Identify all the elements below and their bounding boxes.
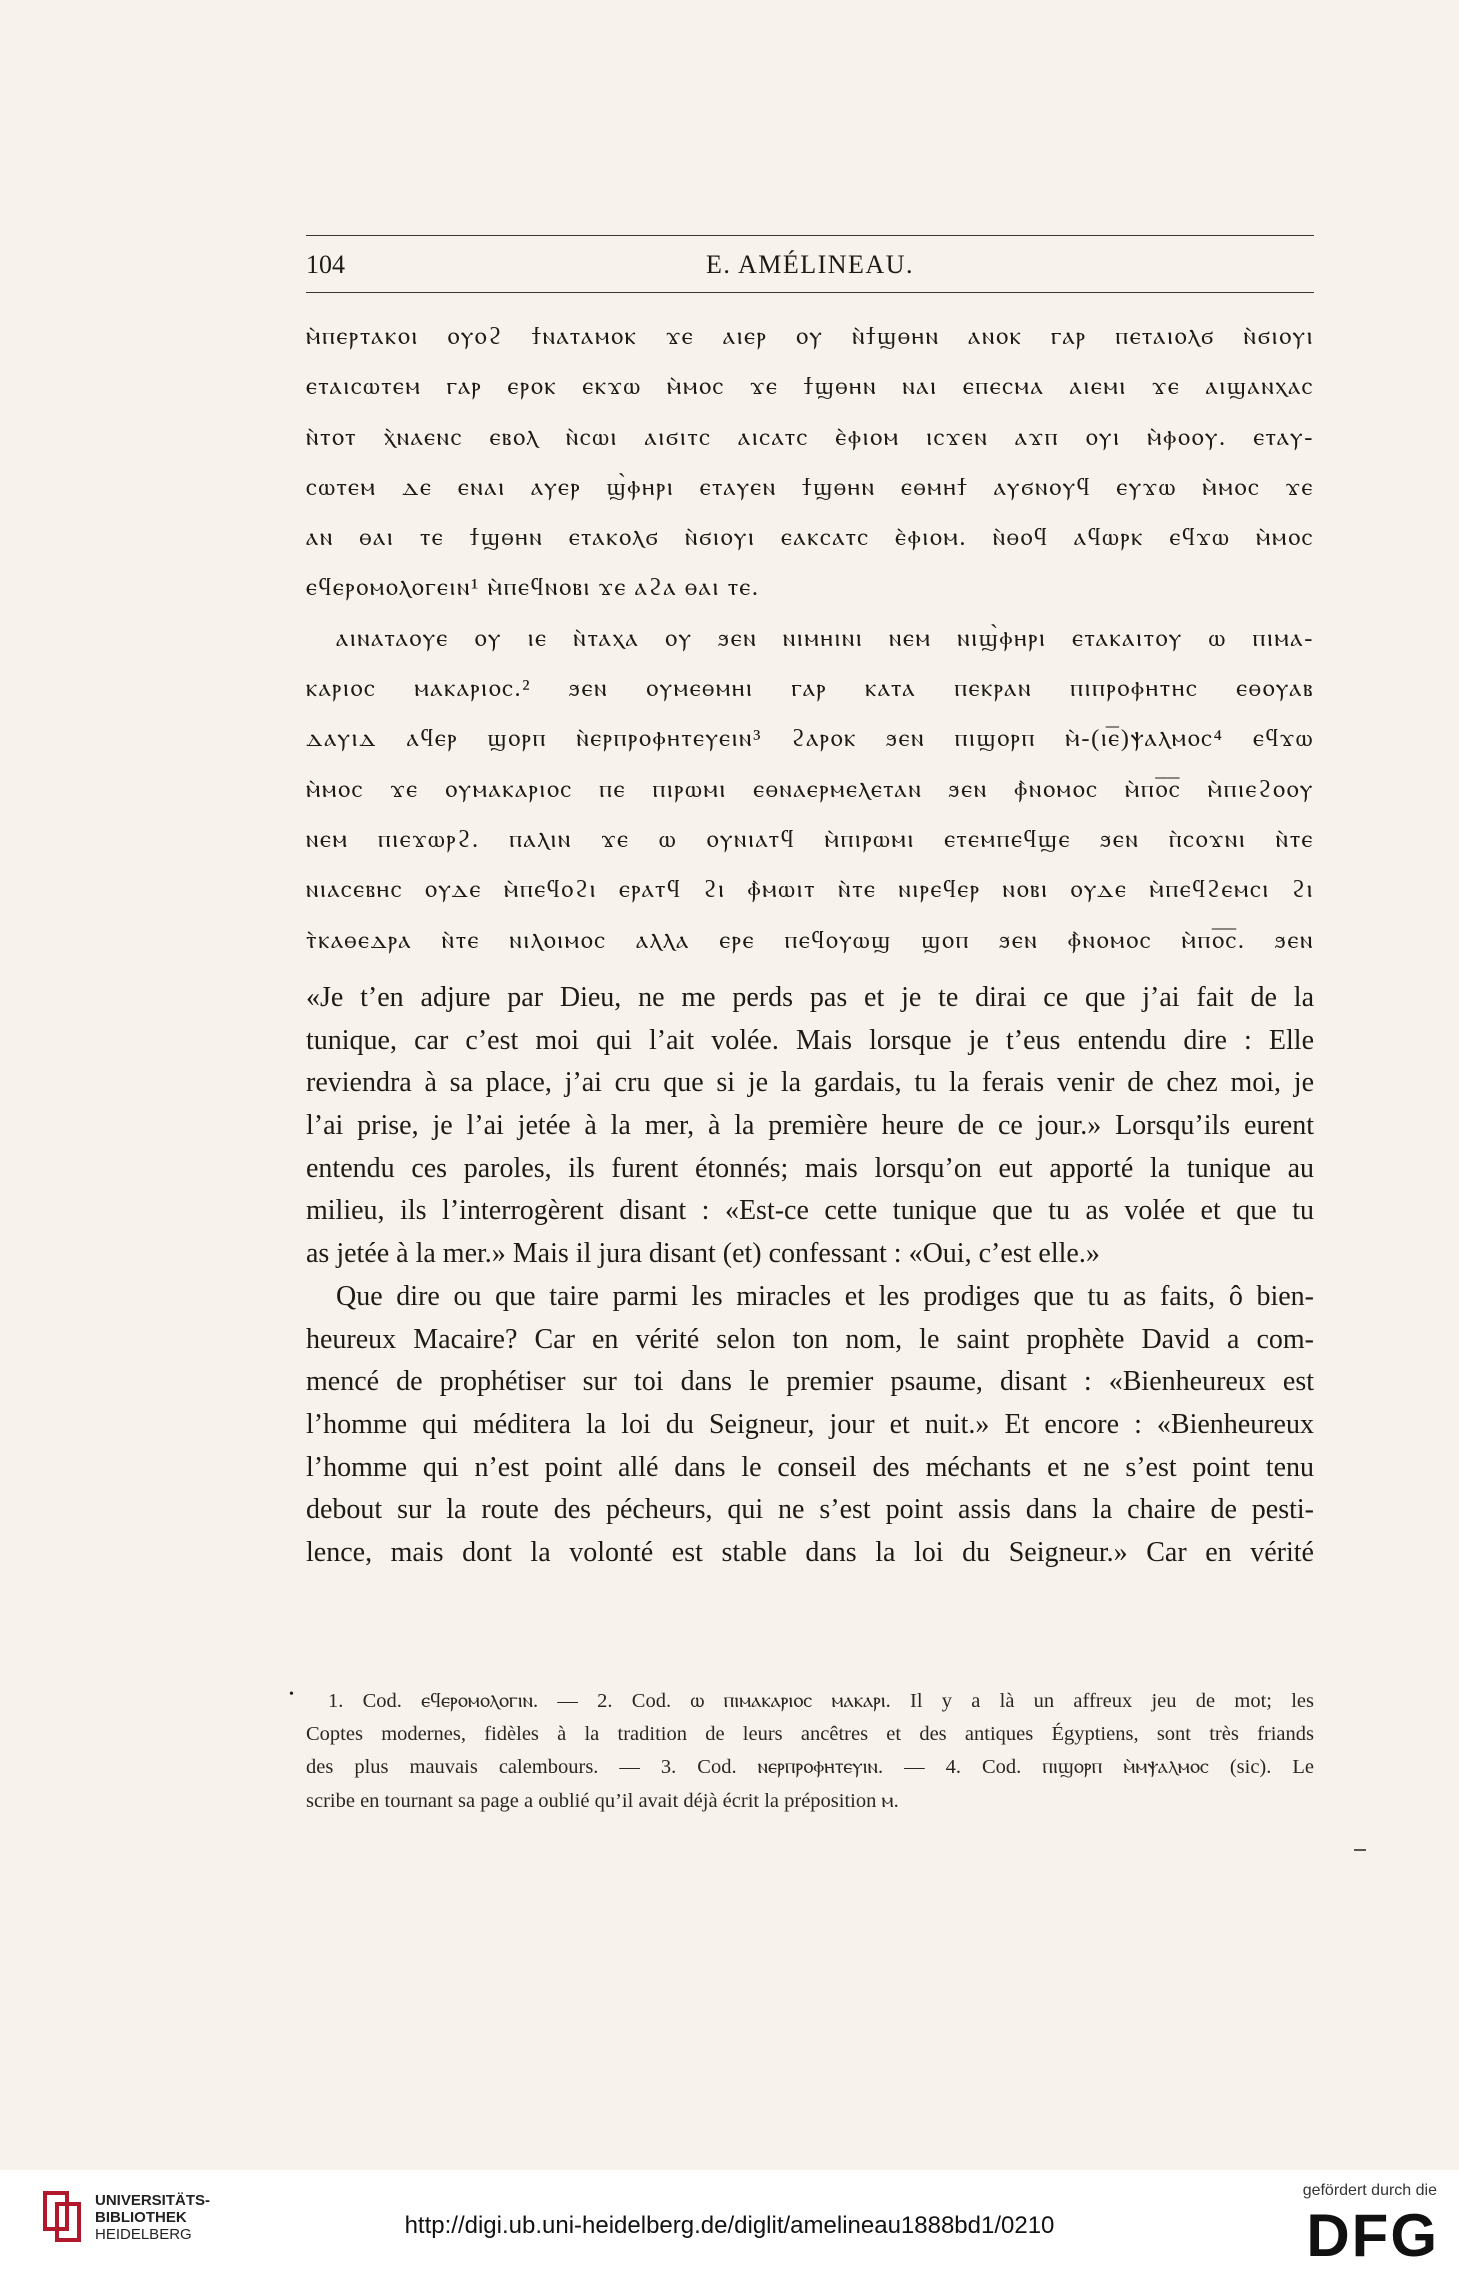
coptic-line: ⲇⲁⲩⲓⲇ ⲁϥⲉⲣ ϣⲟⲣⲡ ⲛ̀ⲉⲣⲡⲣⲟⲫⲏⲧⲉⲩⲉⲓⲛ³ ϩⲁⲣⲟⲕ ϧⲉⲛ ⲡⲓϣⲟⲣⲡ ⲙ̀-(ⲓⲉ̅)ⲯⲁⲗⲙⲟⲥ⁴ ⲉϥϫⲱ [306, 725, 1314, 753]
digitization-url-link[interactable]: http://digi.ub.uni-heidelberg.de/diglit/amelineau1888bd1/0210 [404, 2212, 1055, 2239]
french-line: mencé de prophétiser sur toi dans le premier psaume, disant : «Bienheureux est [306, 1366, 1314, 1398]
dfg-logo: DFG [1306, 2202, 1439, 2269]
coptic-line: ⲕⲁⲣⲓⲟⲥ ⲙⲁⲕⲁⲣⲓⲟⲥ.² ϧⲉⲛ ⲟⲩⲙⲉⲑⲙⲏⲓ ⲅⲁⲣ ⲕⲁⲧⲁ ⲡⲉⲕⲣⲁⲛ ⲡⲓⲡⲣⲟⲫⲏⲧⲏⲥ ⲉⲑⲟⲩⲁⲃ [306, 675, 1314, 703]
running-head [306, 250, 1314, 284]
funded-by-label: gefördert durch die [1302, 2182, 1437, 2199]
french-line: heureux Macaire? Car en vérité selon ton nom, le saint prophète David a com- [306, 1323, 1314, 1355]
footnote-marker: • [289, 1687, 294, 1702]
coptic-line: ⲁⲓⲛⲁⲧⲁⲟⲩⲉ ⲟⲩ ⲓⲉ ⲛ̀ⲧⲁⲭⲁ ⲟⲩ ϧⲉⲛ ⲛⲓⲙⲏⲓⲛⲓ ⲛⲉⲙ ⲛⲓϣ̀ⲫⲏⲣⲓ ⲉⲧⲁⲕⲁⲓⲧⲟⲩ ⲱ ⲡⲓⲙⲁ- [336, 624, 1314, 652]
coptic-line: ⲙ̀ⲙⲟⲥ ϫⲉ ⲟⲩⲙⲁⲕⲁⲣⲓⲟⲥ ⲡⲉ ⲡⲓⲣⲱⲙⲓ ⲉⲑⲛⲁⲉⲣⲙⲉⲗⲉⲧⲁⲛ ϧⲉⲛ ⲫ̀ⲛⲟⲙⲟⲥ ⲙ̀ⲡⲟ̅ⲥ̅ ⲙ̀ⲡⲓⲉϩⲟⲟⲩ [306, 775, 1314, 803]
digitization-footer [0, 2170, 1459, 2280]
french-translation [306, 977, 1314, 1575]
coptic-line: ⲁⲛ ⲑⲁⲓ ⲧⲉ ϯϣⲑⲏⲛ ⲉⲧⲁⲕⲟⲗϭ ⲛ̀ϭⲓⲟⲩⲓ ⲉⲁⲕⲥⲁⲧⲥ ⲉ̀ⲫⲓⲟⲙ. ⲛ̀ⲑⲟϥ ⲁϥⲱⲣⲕ ⲉϥϫⲱ ⲙ̀ⲙⲟⲥ [306, 524, 1314, 552]
french-line: lence, mais dont la volonté est stable dans la loi du Seigneur.» Car en vérité [306, 1536, 1314, 1568]
page-number: 104 [306, 250, 345, 279]
library-line: UNIVERSITÄTS- [95, 2192, 211, 2209]
footnote-line: scribe en tournant sa page a oublié qu’il avait déjà écrit la préposition ⲙ. [306, 1789, 899, 1812]
footnote-line: des plus mauvais calembours. — 3. Cod. ⲛⲉⲣⲡⲣⲟⲫⲏⲧⲉⲩⲓⲛ. — 4. Cod. ⲡⲓϣⲟⲣⲡ ⲙ̀ⲙⲯⲁⲗⲙⲟⲥ (sic). Le [306, 1756, 1314, 1779]
french-line: milieu, ils l’interrogèrent disant : «Est-ce cette tunique que tu as volée et que tu [306, 1195, 1314, 1227]
coptic-line: ⲛ̀ⲧⲟⲧ ⲭ̀ⲛⲁⲉⲛⲥ ⲉⲃⲟⲗ ⲛ̀ⲥⲱⲓ ⲁⲓϭⲓⲧⲥ ⲁⲓⲥⲁⲧⲥ ⲉ̀ⲫⲓⲟⲙ ⲓⲥϫⲉⲛ ⲁϫⲡ ⲟⲩⲓ ⲙ̀ⲫⲟⲟⲩ. ⲉⲧⲁⲩ- [306, 423, 1314, 451]
coptic-line: ⲉϥⲉⲣⲟⲙⲟⲗⲟⲅⲉⲓⲛ¹ ⲙ̀ⲡⲉϥⲛⲟⲃⲓ ϫⲉ ⲁϩⲁ ⲑⲁⲓ ⲧⲉ. [306, 574, 760, 602]
french-line: as jetée à la mer.» Mais il jura disant (et) confessant : «Oui, c’est elle.» [306, 1238, 1100, 1270]
french-line: l’ai prise, je l’ai jetée à la mer, à la première heure de ce jour.» Lorsqu’ils eurent [306, 1110, 1314, 1142]
margin-mark [1354, 1849, 1366, 1851]
coptic-line: ⲧ̀ⲕⲁⲑⲉⲇⲣⲁ ⲛ̀ⲧⲉ ⲛⲓⲗⲟⲓⲙⲟⲥ ⲁⲗⲗⲁ ⲉⲣⲉ ⲡⲉϥⲟⲩⲱϣ ϣⲟⲡ ϧⲉⲛ ⲫ̀ⲛⲟⲙⲟⲥ ⲙ̀ⲡⲟ̅ⲥ̅. ϧⲉⲛ [306, 926, 1314, 954]
french-line: reviendra à sa place, j’ai cru que si je la gardais, tu la ferais venir de chez moi, je [306, 1067, 1314, 1099]
coptic-text-block [306, 312, 1314, 966]
coptic-line: ⲛⲓⲁⲥⲉⲃⲏⲥ ⲟⲩⲇⲉ ⲙ̀ⲡⲉϥⲟϩⲓ ⲉⲣⲁⲧϥ ϩⲓ ⲫ̀ⲙⲱⲓⲧ ⲛ̀ⲧⲉ ⲛⲓⲣⲉϥⲉⲣ ⲛⲟⲃⲓ ⲟⲩⲇⲉ ⲙ̀ⲡⲉϥϩⲉⲙⲥⲓ ϩⲓ [306, 876, 1314, 904]
header-rule-top [306, 235, 1314, 236]
french-line: «Je t’en adjure par Dieu, ne me perds pas et je te dirai ce que j’ai fait de la [306, 982, 1314, 1013]
french-line: debout sur la route des pécheurs, qui ne s’est point assis dans la chaire de pesti- [306, 1494, 1314, 1526]
coptic-line: ⲉⲧⲁⲓⲥⲱⲧⲉⲙ ⲅⲁⲣ ⲉⲣⲟⲕ ⲉⲕϫⲱ ⲙ̀ⲙⲟⲥ ϫⲉ ϯϣⲑⲏⲛ ⲛⲁⲓ ⲉⲡⲉⲥⲙⲁ ⲁⲓⲉⲙⲓ ϫⲉ ⲁⲓϣⲁⲛⲭⲁⲥ [306, 373, 1314, 401]
coptic-line: ⲥⲱⲧⲉⲙ ⲇⲉ ⲉⲛⲁⲓ ⲁⲩⲉⲣ ϣ̀ⲫⲏⲣⲓ ⲉⲧⲁⲩⲉⲛ ϯϣⲑⲏⲛ ⲉⲑⲙⲏϯ ⲁⲩϭⲛⲟⲩϥ ⲉⲩϫⲱ ⲙ̀ⲙⲟⲥ ϫⲉ [306, 473, 1314, 501]
french-line: Que dire ou que taire parmi les miracles et les prodiges que tu as faits, ô bien- [336, 1280, 1314, 1312]
french-line: entendu ces paroles, ils furent étonnés; mais lorsqu’on eut apporté la tunique au [306, 1152, 1314, 1184]
french-line: tunique, car c’est moi qui l’ait volée. Mais lorsque je t’eus entendu dire : Elle [306, 1024, 1314, 1056]
footnote-line: 1. Cod. ⲉϥⲉⲣⲟⲙⲟⲗⲟⲅⲓⲛ. — 2. Cod. ⲱ ⲡⲓⲙⲁⲕⲁⲣⲓⲟⲥ ⲙⲁⲕⲁⲣⲓ. Il y a là un affreux jeu de mot; les [328, 1690, 1314, 1712]
coptic-line: ⲛⲉⲙ ⲡⲓⲉϫⲱⲣϩ. ⲡⲁⲗⲓⲛ ϫⲉ ⲱ ⲟⲩⲛⲓⲁⲧϥ ⲙ̀ⲡⲓⲣⲱⲙⲓ ⲉⲧⲉⲙⲡⲉϥϣⲉ ϧⲉⲛ ⲡ̀ⲥⲟϫⲛⲓ ⲛ̀ⲧⲉ [306, 825, 1314, 853]
coptic-line: ⲙ̀ⲡⲉⲣⲧⲁⲕⲟⲓ ⲟⲩⲟϩ ϯⲛⲁⲧⲁⲙⲟⲕ ϫⲉ ⲁⲓⲉⲣ ⲟⲩ ⲛ̀ϯϣⲑⲏⲛ ⲁⲛⲟⲕ ⲅⲁⲣ ⲡⲉⲧⲁⲓⲟⲗϭ ⲛ̀ϭⲓⲟⲩⲓ [306, 323, 1314, 350]
french-line: l’homme qui méditera la loi du Seigneur, jour et nuit.» Et encore : «Bienheureux [306, 1408, 1314, 1440]
footnotes [306, 1685, 1314, 1818]
library-line: HEIDELBERG [95, 2226, 192, 2243]
header-rule-bottom [306, 292, 1314, 293]
french-line: l’homme qui n’est point allé dans le conseil des méchants et ne s’est point tenu [306, 1451, 1314, 1483]
running-title: E. AMÉLINEAU. [706, 250, 914, 279]
footnote-line: Coptes modernes, fidèles à la tradition de leurs ancêtres et des antiques Égyptiens, sont très friands [306, 1723, 1314, 1746]
library-line: BIBLIOTHEK [95, 2209, 187, 2226]
